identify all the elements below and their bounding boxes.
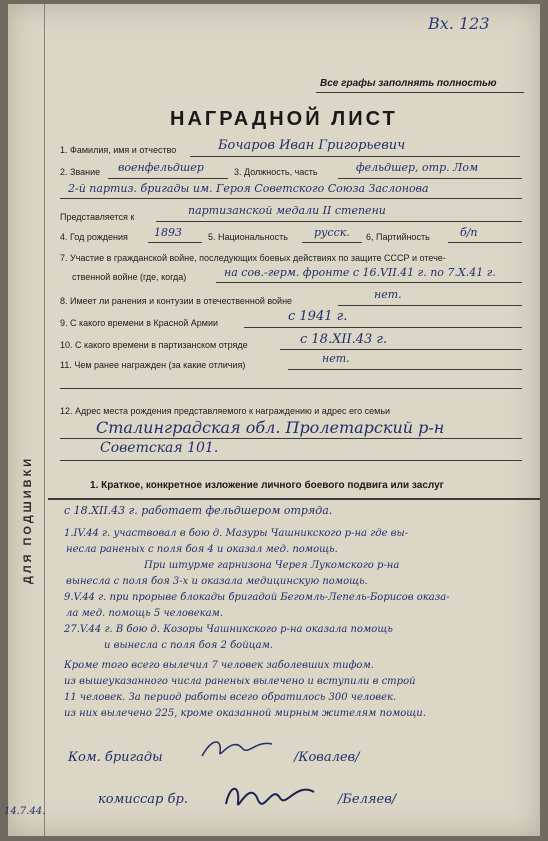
binding-margin: [8, 4, 45, 836]
field-12-value-2: Советская 101.: [100, 440, 219, 456]
field-5-label: 5. Национальность: [208, 232, 288, 242]
field-5-value: русск.: [314, 226, 350, 239]
field-6-label: 6, Партийность: [366, 232, 430, 242]
field-6-value: б/п: [460, 226, 478, 239]
field-7-value: на сов.-герм. фронте с 16.VII.41 г. по 7.X.41 г.: [224, 266, 496, 279]
field-9-value: с 1941 г.: [288, 309, 348, 324]
narrative-line: Кроме того всего вылечил 7 человек заболевших тифом.: [64, 660, 374, 671]
field-11-label: 11. Чем ранее награжден (за какие отличия): [60, 360, 246, 370]
section-rule: [48, 498, 540, 500]
field-9-line: [244, 327, 522, 328]
document-title: НАГРАДНОЙ ЛИСТ: [170, 108, 398, 130]
field-3-line-cont: [60, 198, 522, 199]
field-1-line: [190, 156, 520, 157]
section-title: 1. Краткое, конкретное изложение личного боевого подвига или заслуг: [90, 480, 444, 491]
field-2-value: военфельдшер: [118, 161, 204, 174]
commissar-name: /Беляев/: [338, 792, 397, 807]
narrative-line: ла мед. помощь 5 человекам.: [66, 608, 224, 619]
commander-name: /Ковалев/: [294, 750, 360, 765]
narrative-line: вынесла с поля боя 3-х и оказала медицинскую помощь.: [66, 576, 368, 587]
field-12-label: 12. Адрес места рождения представляемого к награждению и адрес его семьи: [60, 406, 391, 416]
field-2-line: [108, 178, 228, 179]
field-3-label: 3. Должность, часть: [234, 167, 318, 177]
field-10-line: [280, 349, 522, 350]
field-12-value-1: Сталинградская обл. Пролетарский р-н: [96, 418, 445, 437]
present-label: Представляется к: [60, 212, 135, 222]
field-6-line: [448, 242, 522, 243]
field-7-label-2: ственной войне (где, когда): [72, 272, 187, 282]
field-7-label-1: 7. Участие в гражданской войне, последующих боевых действиях по защите СССР и отече-: [60, 253, 446, 263]
narrative-line: из вышеуказанного числа раненых вылечено и вступили в строй: [64, 676, 416, 687]
award-sheet-page: [4, 4, 540, 836]
archive-mark: Вх. 123: [428, 14, 490, 33]
field-3-line: [338, 178, 522, 179]
field-8-value: нет.: [374, 288, 402, 301]
commissar-signature-icon: [220, 774, 320, 818]
present-value: партизанской медали II степени: [188, 204, 386, 217]
narrative-line: с 18.XII.43 г. работает фельдшером отряда.: [64, 504, 333, 517]
commissar-label: комиссар бр.: [98, 792, 188, 807]
field-4-line: [148, 242, 202, 243]
narrative-line: и вынесла с поля боя 2 бойцам.: [104, 640, 274, 651]
field-5-line: [302, 242, 362, 243]
narrative-line: 9.V.44 г. при прорыве блокады бригадой Бегомль-Лепель-Борисов оказа-: [64, 592, 450, 603]
sheet-date: 14.7.44.: [4, 806, 46, 817]
field-10-label: 10. С какого времени в партизанском отряде: [60, 340, 248, 350]
commander-label: Ком. бригады: [68, 750, 163, 765]
field-1-label: 1. Фамилия, имя и отчество: [60, 145, 177, 155]
field-1-value: Бочаров Иван Григорьевич: [218, 138, 406, 153]
narrative-line: 11 человек. За период работы всего обратилось 300 человек.: [64, 692, 397, 703]
binding-label: ДЛЯ ПОДШИВКИ: [22, 455, 34, 584]
narrative-line: 1.IV.44 г. участвовал в бою д. Мазуры Чашникского р-на где вы-: [64, 528, 409, 539]
field-3-value-cont: 2-й партиз. бригады им. Героя Советского Союза Заслонова: [68, 182, 429, 195]
field-8-line: [338, 305, 522, 306]
commander-signature-icon: [198, 730, 278, 764]
field-9-label: 9. С какого времени в Красной Армии: [60, 318, 219, 328]
field-12-line-1: [60, 438, 522, 439]
field-12-line-2: [60, 460, 522, 461]
field-4-label: 4. Год рождения: [60, 232, 128, 242]
narrative-line: несла раненых с поля боя 4 и оказал мед. помощь.: [66, 544, 338, 555]
field-8-label: 8. Имеет ли ранения и контузии в отечественной войне: [60, 296, 293, 306]
field-11-line-2: [60, 388, 522, 389]
field-3-value: фельдшер, отр. Лом: [356, 161, 479, 174]
narrative-line: 27.V.44 г. В бою д. Козоры Чашникского р-на оказала помощь: [64, 624, 393, 635]
narrative-line: из них вылечено 225, кроме оказанной мирным жителям помощи.: [64, 708, 426, 719]
field-2-label: 2. Звание: [60, 167, 101, 177]
present-line: [156, 221, 522, 222]
field-11-line: [288, 369, 522, 370]
notice-underline: [316, 92, 524, 93]
field-11-value: нет.: [322, 352, 350, 365]
narrative-line: При штурме гарнизона Черея Лукомского р-на: [144, 560, 400, 571]
field-10-value: с 18.XII.43 г.: [300, 332, 388, 347]
field-7-line: [216, 282, 522, 283]
field-4-value: 1893: [154, 226, 182, 239]
fill-notice: Все графы заполнять полностью: [320, 78, 497, 89]
